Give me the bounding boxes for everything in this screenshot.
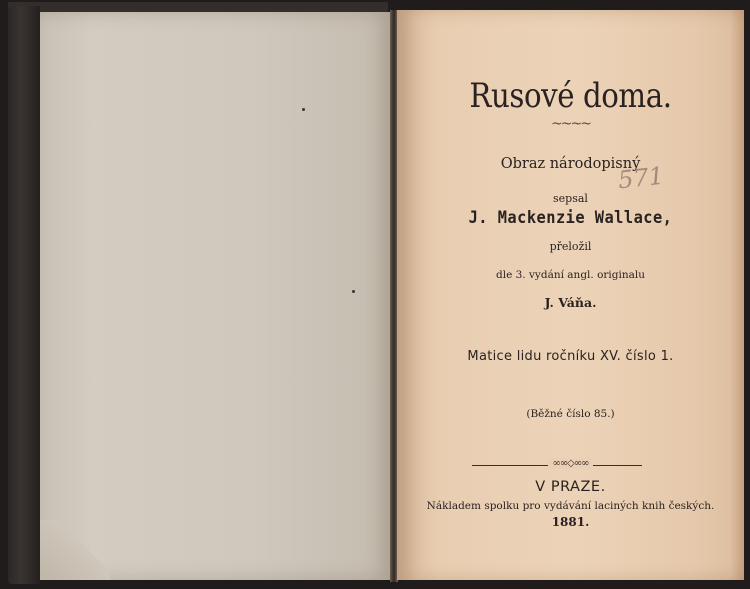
author-name: J. Mackenzie Wallace, <box>468 208 673 227</box>
handwritten-pencil-mark: 571 <box>616 161 666 195</box>
book-cover-top-edge <box>8 2 388 12</box>
publisher-line: Nákladem spolku pro vydávání laciných knih českých. <box>426 500 715 512</box>
divider-ornament <box>397 458 744 469</box>
ink-speck <box>302 108 305 111</box>
title-ornament: ~~~~ <box>551 116 590 132</box>
divider-ornament-glyphs: ∞∞◇∞∞ <box>548 458 592 469</box>
book-cover-spine-edge <box>8 6 40 584</box>
translator-name: J. Váňa. <box>544 295 597 310</box>
running-number: (Běžné číslo 85.) <box>526 408 615 420</box>
book-subtitle: Obraz národopisný <box>500 156 641 172</box>
book-title: Rusové doma. <box>469 76 672 116</box>
authored-by-label: sepsal <box>553 192 588 205</box>
blank-left-page <box>40 12 392 580</box>
edition-note: dle 3. vydání angl. originalu <box>496 269 645 281</box>
page-corner-fold <box>40 520 110 580</box>
publication-year: 1881. <box>551 515 590 529</box>
publication-place: V PRAZE. <box>535 479 606 495</box>
translated-by-label: přeložil <box>549 240 592 253</box>
series-info: Matice lidu ročníku XV. číslo 1. <box>467 349 674 364</box>
title-page <box>397 10 744 580</box>
ink-speck <box>352 290 355 293</box>
